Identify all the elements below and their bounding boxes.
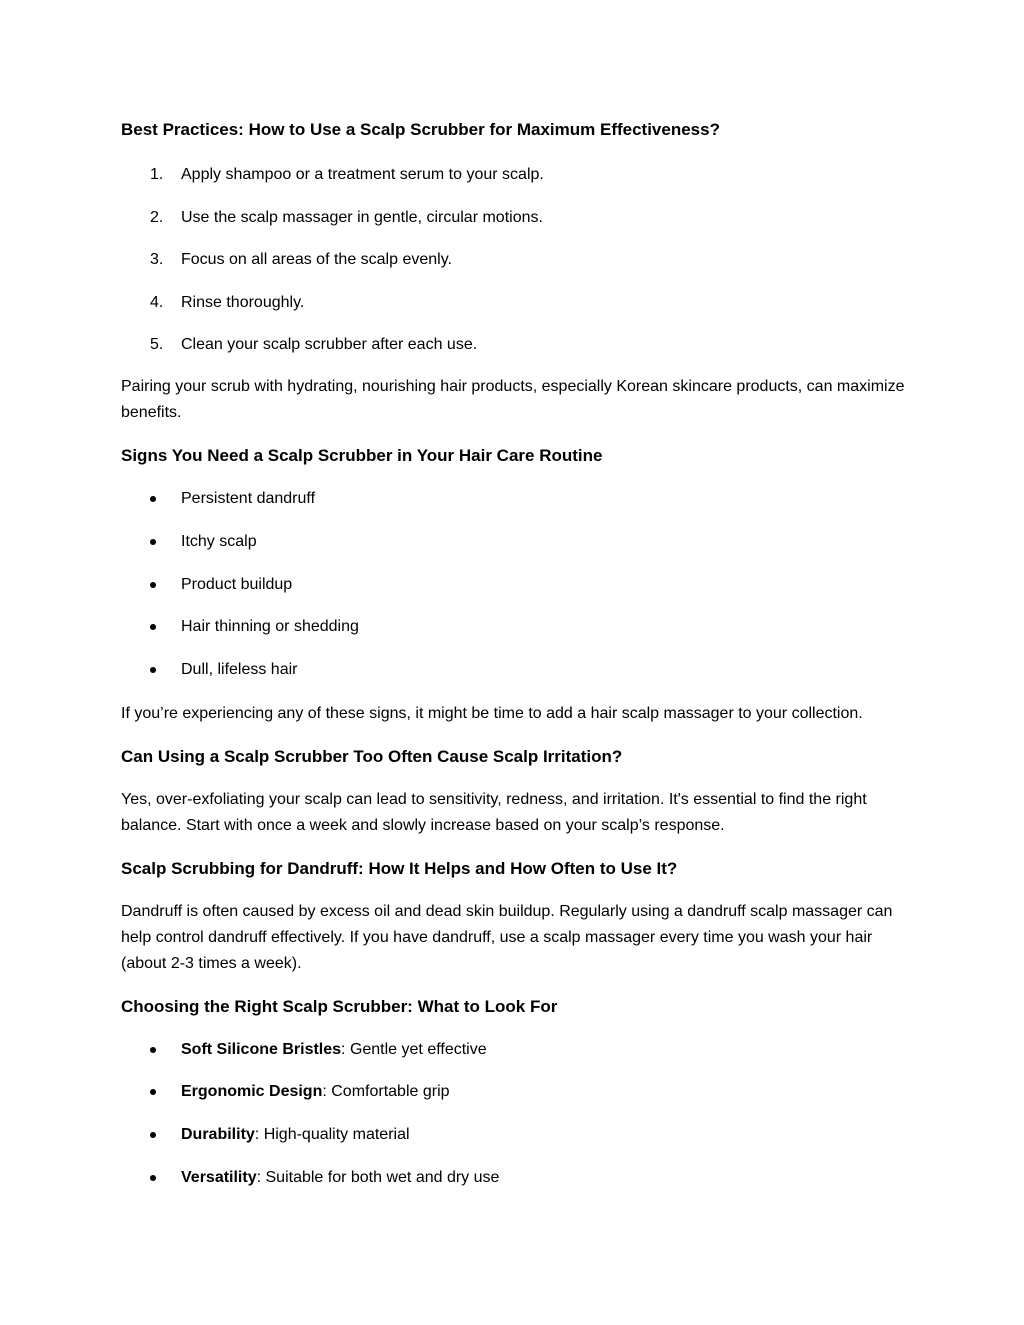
list-item [121, 531, 911, 553]
signs-heading: Signs You Need a Scalp Scrubber in Your Hair Care Routine [121, 446, 603, 466]
signs-closing: If you’re experiencing any of these signs, it might be time to add a hair scalp massager to your collection. [121, 704, 863, 722]
list-item [121, 488, 911, 510]
step-text: Clean your scalp scrubber after each use. [181, 336, 478, 354]
sign-text: Dull, lifeless hair [181, 660, 298, 678]
irritation-heading: Can Using a Scalp Scrubber Too Often Cause Scalp Irritation? [121, 746, 623, 766]
feature-desc: : Comfortable grip [322, 1083, 450, 1101]
bullet-icon [150, 496, 156, 502]
bullet-icon [150, 1047, 156, 1053]
bullet-icon [150, 667, 156, 673]
feature-term: Soft Silicone Bristles [181, 1040, 342, 1058]
choosing-heading: Choosing the Right Scalp Scrubber: What to Look For [121, 996, 558, 1016]
list-item [121, 207, 911, 229]
best-practices-heading: Best Practices: How to Use a Scalp Scrubber for Maximum Effectiveness? [121, 120, 720, 139]
step-text: Rinse thoroughly. [181, 293, 305, 311]
signs-list [121, 488, 911, 680]
list-item [121, 292, 911, 314]
irritation-body: Yes, over-exfoliating your scalp can lead to sensitivity, redness, and irritation. It's essential to find the right balance. Start with once a week and slowly increase based on your scalp’s response. [121, 790, 867, 834]
bullet-icon [150, 1089, 156, 1095]
list-item [121, 1124, 911, 1146]
feature-desc: : High-quality material [254, 1125, 410, 1143]
sign-text: Itchy scalp [181, 532, 257, 550]
list-item [121, 1167, 911, 1189]
step-text: Apply shampoo or a treatment serum to your scalp. [181, 166, 544, 183]
bullet-icon [150, 1132, 156, 1138]
dandruff-heading: Scalp Scrubbing for Dandruff: How It Helps and How Often to Use It? [121, 858, 678, 878]
list-item [121, 1081, 911, 1103]
list-item [121, 164, 911, 186]
choosing-list [121, 1039, 911, 1189]
best-practices-steps [121, 164, 911, 356]
bullet-icon [150, 624, 156, 630]
sign-text: Persistent dandruff [181, 490, 316, 508]
list-item [121, 1039, 911, 1061]
list-item [121, 334, 911, 356]
feature-desc: : Suitable for both wet and dry use [256, 1168, 500, 1186]
dandruff-body: Dandruff is often caused by excess oil and dead skin buildup. Regularly using a dandruff scalp massager can help control dandruff effectively. If you have dandruff, use a scalp massager every time you wash your hair (about 2-3 times a week). [121, 902, 893, 972]
step-number: 1. [150, 166, 164, 183]
step-number: 5. [150, 336, 164, 354]
bullet-icon [150, 539, 156, 545]
feature-term: Ergonomic Design [181, 1083, 323, 1101]
step-number: 3. [150, 251, 164, 269]
sign-text: Hair thinning or shedding [181, 618, 359, 636]
step-number: 2. [150, 208, 164, 226]
list-item [121, 659, 911, 681]
feature-term: Versatility [181, 1168, 257, 1186]
step-text: Focus on all areas of the scalp evenly. [181, 251, 452, 269]
step-number: 4. [150, 293, 164, 311]
feature-term: Durability [181, 1125, 255, 1143]
bullet-icon [150, 1175, 156, 1181]
document-page [121, 118, 911, 1189]
bullet-icon [150, 582, 156, 588]
best-practices-closing: Pairing your scrub with hydrating, nourishing hair products, especially Korean skincare products, can maximize benefits. [121, 378, 905, 422]
sign-text: Product buildup [181, 575, 293, 593]
list-item [121, 249, 911, 271]
list-item [121, 574, 911, 596]
list-item [121, 616, 911, 638]
step-text: Use the scalp massager in gentle, circular motions. [181, 208, 543, 226]
feature-desc: : Gentle yet effective [341, 1040, 487, 1058]
